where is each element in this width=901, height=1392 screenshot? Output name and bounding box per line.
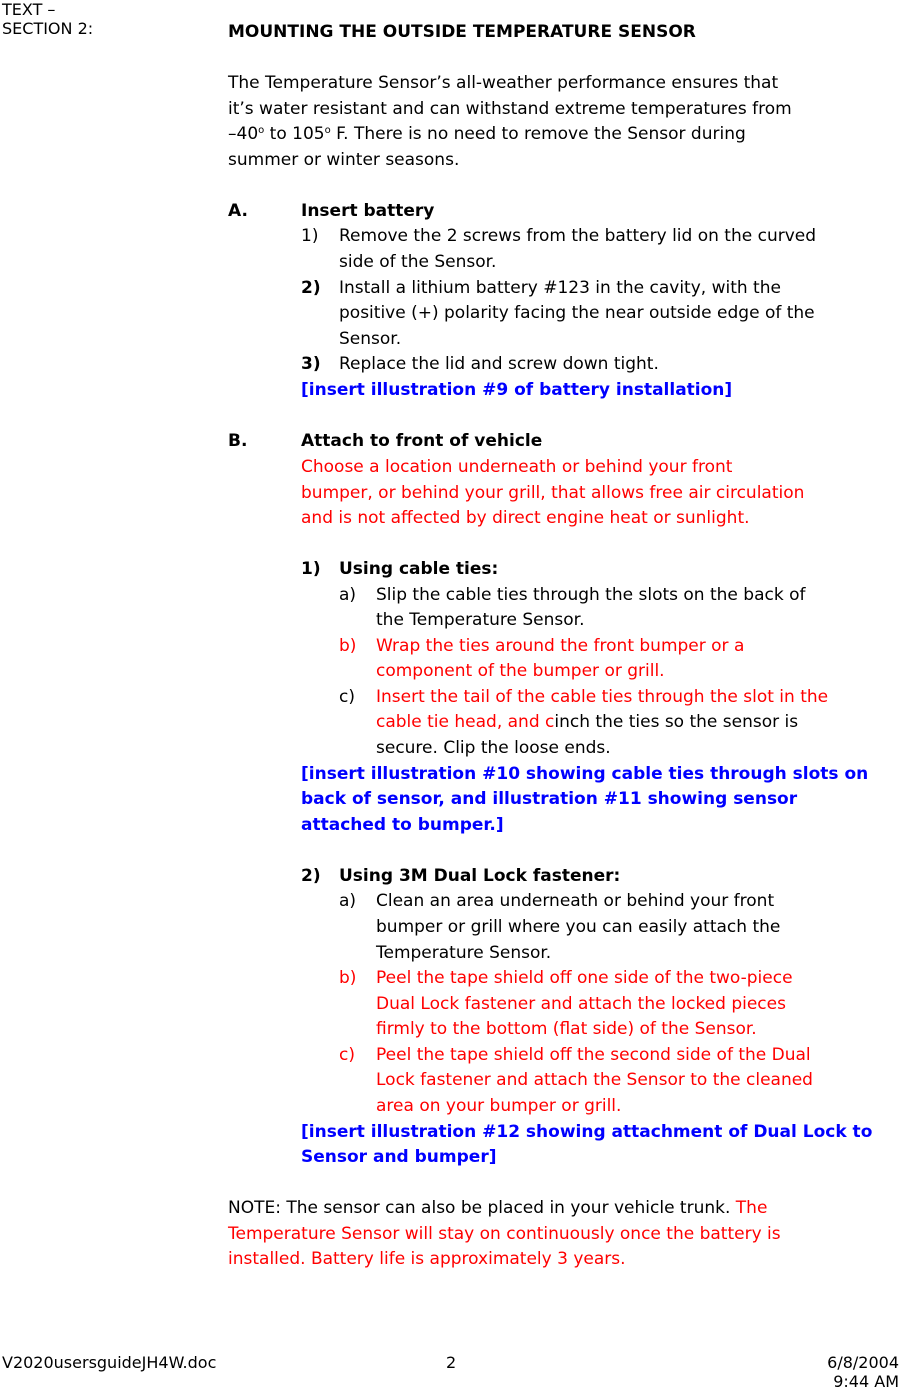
method-2b-line-2: Dual Lock fastener and attach the locked pieces — [376, 994, 786, 1014]
method-1a-line-1: Slip the cable ties through the slots on the back of — [376, 585, 806, 605]
method-1a-line-2: the Temperature Sensor. — [376, 610, 585, 630]
method-2b-letter: b) — [339, 968, 357, 988]
section-b-letter: B. — [228, 431, 248, 451]
intro-line-4: summer or winter seasons. — [228, 150, 460, 170]
method-1c-letter: c) — [339, 687, 355, 707]
method-2a-letter: a) — [339, 891, 357, 911]
header-label-section: SECTION 2: — [2, 19, 94, 38]
section-b-intro-line-3: and is not affected by direct engine heat or sunlight. — [301, 508, 750, 528]
method-2c-letter: c) — [339, 1045, 355, 1065]
step-a2-line-1: Install a lithium battery #123 in the cavity, with the — [339, 278, 781, 298]
method-1b-line-2: component of the bumper or grill. — [376, 661, 665, 681]
note-line-2: Temperature Sensor will stay on continuously once the battery is — [228, 1224, 781, 1244]
intro-line-1: The Temperature Sensor’s all-weather performance ensures that — [228, 73, 779, 93]
method-1c-line-3: secure. Clip the loose ends. — [376, 738, 611, 758]
step-a3-number: 3) — [301, 354, 321, 374]
method-2b-line-1: Peel the tape shield off one side of the two-piece — [376, 968, 793, 988]
method-1c-line-2: cable tie head, and cinch the ties so the sensor is — [376, 712, 799, 732]
section-a-letter: A. — [228, 201, 248, 221]
intro-line-3: –40$^o$ to 105$^o$ F. There is no need to remove the Sensor during — [228, 124, 746, 144]
intro-line-2: it’s water resistant and can withstand extreme temperatures from — [228, 99, 792, 119]
section-b-intro-line-2: bumper, or behind your grill, that allows free air circulation — [301, 483, 805, 503]
footer-page-number: 2 — [446, 1353, 457, 1372]
illustration-placeholder-9: [insert illustration #9 of battery installation] — [301, 380, 733, 400]
footer-date: 6/8/2004 — [827, 1353, 899, 1372]
footer-filename: V2020usersguideJH4W.doc — [2, 1353, 217, 1372]
note-line-1: NOTE: The sensor can also be placed in your vehicle trunk. The — [228, 1198, 768, 1218]
method-2c-line-3: area on your bumper or grill. — [376, 1096, 622, 1116]
method-2c-line-2: Lock fastener and attach the Sensor to the cleaned — [376, 1070, 813, 1090]
step-a2-line-3: Sensor. — [339, 329, 402, 349]
footer-time: 9:44 AM — [833, 1372, 899, 1391]
illustration-placeholder-12-line-2: Sensor and bumper] — [301, 1147, 497, 1167]
section-title: MOUNTING THE OUTSIDE TEMPERATURE SENSOR — [228, 22, 696, 42]
method-2c-line-1: Peel the tape shield off the second side of the Dual — [376, 1045, 811, 1065]
step-a1-line-2: side of the Sensor. — [339, 252, 497, 272]
illustration-placeholder-10-line-1: [insert illustration #10 showing cable ties through slots on — [301, 764, 869, 784]
step-a1-number: 1) — [301, 226, 319, 246]
header-label-text: TEXT – — [2, 0, 56, 19]
method-2b-line-3: firmly to the bottom (flat side) of the Sensor. — [376, 1019, 757, 1039]
section-b-intro-line-1: Choose a location underneath or behind your front — [301, 457, 733, 477]
method-2a-line-1: Clean an area underneath or behind your front — [376, 891, 775, 911]
doc-header — [2, 0, 93, 38]
step-a3-line-1: Replace the lid and screw down tight. — [339, 354, 659, 374]
illustration-placeholder-12-line-1: [insert illustration #12 showing attachment of Dual Lock to — [301, 1122, 873, 1142]
method-1a-letter: a) — [339, 585, 357, 605]
method-1b-line-1: Wrap the ties around the front bumper or a — [376, 636, 745, 656]
method-1b-letter: b) — [339, 636, 357, 656]
method-2a-line-3: Temperature Sensor. — [376, 943, 552, 963]
step-a2-line-2: positive (+) polarity facing the near outside edge of the — [339, 303, 815, 323]
method-2-number: 2) — [301, 866, 321, 886]
step-a1-line-1: Remove the 2 screws from the battery lid on the curved — [339, 226, 817, 246]
section-a-title: Insert battery — [301, 201, 435, 221]
method-2-title: Using 3M Dual Lock fastener: — [339, 866, 621, 886]
illustration-placeholder-10-line-2: back of sensor, and illustration #11 showing sensor — [301, 789, 798, 809]
method-1c-line-1: Insert the tail of the cable ties through the slot in the — [376, 687, 829, 707]
step-a2-number: 2) — [301, 278, 321, 298]
method-1-title: Using cable ties: — [339, 559, 499, 579]
note-line-3: installed. Battery life is approximately 3 years. — [228, 1249, 626, 1269]
method-1-number: 1) — [301, 559, 321, 579]
method-2a-line-2: bumper or grill where you can easily attach the — [376, 917, 781, 937]
illustration-placeholder-10-line-3: attached to bumper.] — [301, 815, 504, 835]
section-b-title: Attach to front of vehicle — [301, 431, 543, 451]
